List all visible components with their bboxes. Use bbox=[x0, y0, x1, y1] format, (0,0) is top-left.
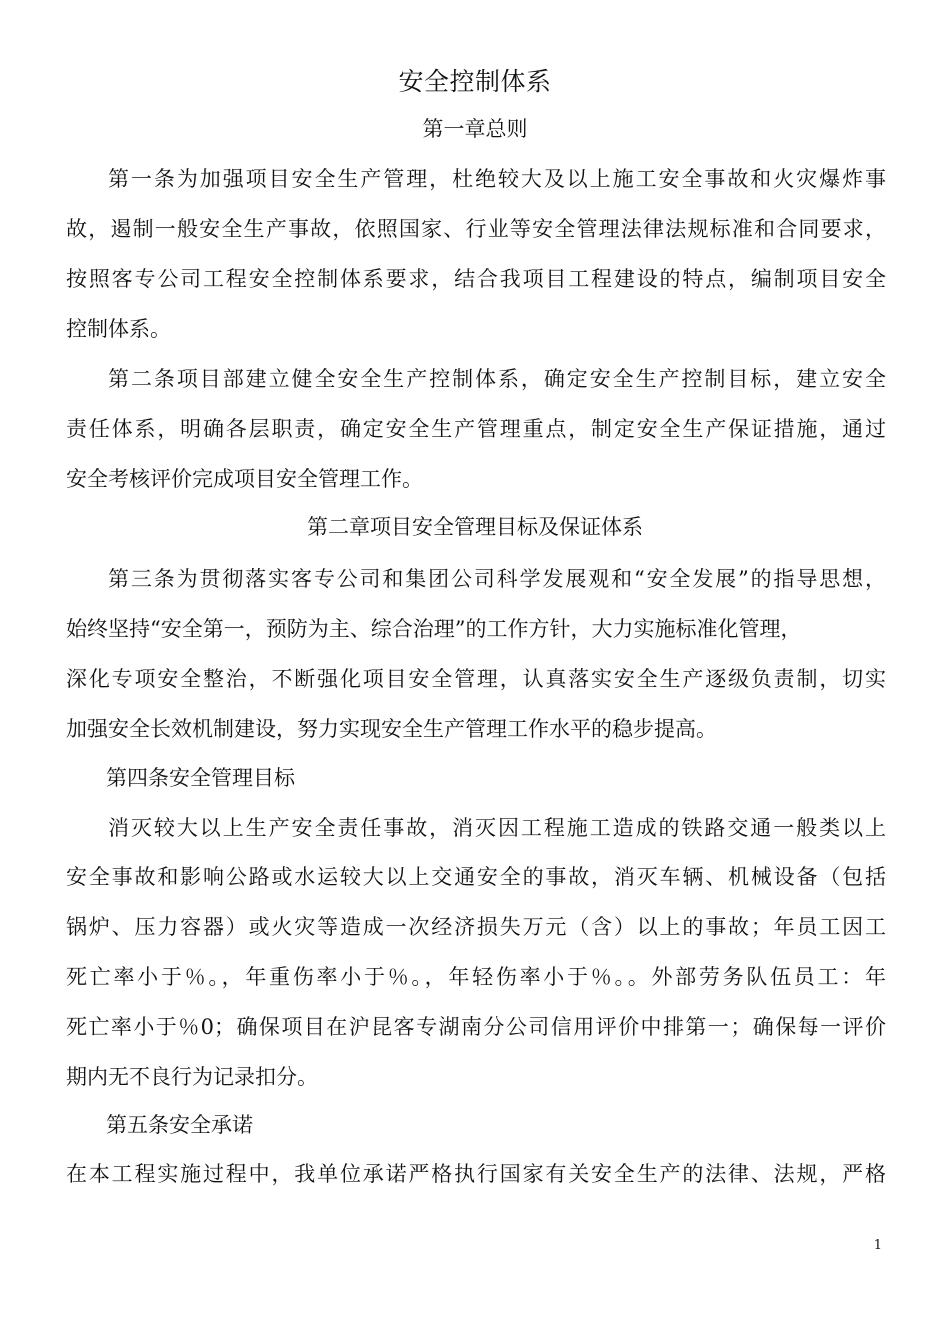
paragraph-line: 控制体系。 bbox=[66, 317, 171, 341]
document-title: 安全控制体系 bbox=[398, 67, 552, 96]
paragraph-line: 第一条为加强项目安全生产管理，杜绝较大及以上施工安全事故和火灾爆炸事 bbox=[108, 167, 886, 191]
paragraph-line: 死亡率小于％。，年重伤率小于％。，年轻伤率小于％。。外部劳务队伍员工：年 bbox=[66, 965, 886, 989]
page-number: 1 bbox=[873, 1238, 882, 1253]
paragraph-line: 始终坚持“安全第一，预防为主、综合治理”的工作方针，大力实施标准化管理， bbox=[66, 617, 802, 641]
chapter-heading-2: 第二章项目安全管理目标及保证体系 bbox=[307, 515, 643, 539]
paragraph-line: 消灭较大以上生产安全责任事故，消灭因工程施工造成的铁路交通一般类以上 bbox=[108, 816, 886, 840]
paragraph-line: 第二条项目部建立健全安全生产控制体系，确定安全生产控制目标，建立安全 bbox=[108, 367, 886, 391]
paragraph-line: 锅炉、压力容器）或火灾等造成一次经济损失万元（含）以上的事故；年员工因工 bbox=[66, 915, 886, 939]
paragraph-line: 加强安全长效机制建设，努力实现安全生产管理工作水平的稳步提高。 bbox=[66, 717, 717, 741]
paragraph-line: 在本工程实施过程中，我单位承诺严格执行国家有关安全生产的法律、法规，严格 bbox=[66, 1162, 886, 1186]
paragraph-line: 按照客专公司工程安全控制体系要求，结合我项目工程建设的特点，编制项目安全 bbox=[66, 267, 886, 291]
paragraph-line: 期内无不良行为记录扣分。 bbox=[66, 1065, 318, 1089]
paragraph-line: 安全考核评价完成项目安全管理工作。 bbox=[66, 467, 423, 491]
paragraph-line: 死亡率小于％0；确保项目在沪昆客专湖南分公司信用评价中排第一；确保每一评价 bbox=[66, 1015, 886, 1039]
paragraph-line: 深化专项安全整治，不断强化项目安全管理，认真落实安全生产逐级负责制，切实 bbox=[66, 667, 886, 691]
paragraph-line: 安全事故和影响公路或水运较大以上交通安全的事故，消灭车辆、机械设备（包括 bbox=[66, 865, 886, 889]
article-5-heading: 第五条安全承诺 bbox=[106, 1113, 253, 1137]
paragraph-line: 责任体系，明确各层职责，确定安全生产管理重点，制定安全生产保证措施，通过 bbox=[66, 417, 886, 441]
paragraph-line: 第三条为贯彻落实客专公司和集团公司科学发展观和“安全发展”的指导思想， bbox=[108, 567, 886, 591]
article-4-heading: 第四条安全管理目标 bbox=[106, 766, 295, 790]
chapter-heading-1: 第一章总则 bbox=[422, 117, 528, 141]
paragraph-line: 故，遏制一般安全生产事故，依照国家、行业等安全管理法律法规标准和合同要求， bbox=[66, 217, 886, 241]
